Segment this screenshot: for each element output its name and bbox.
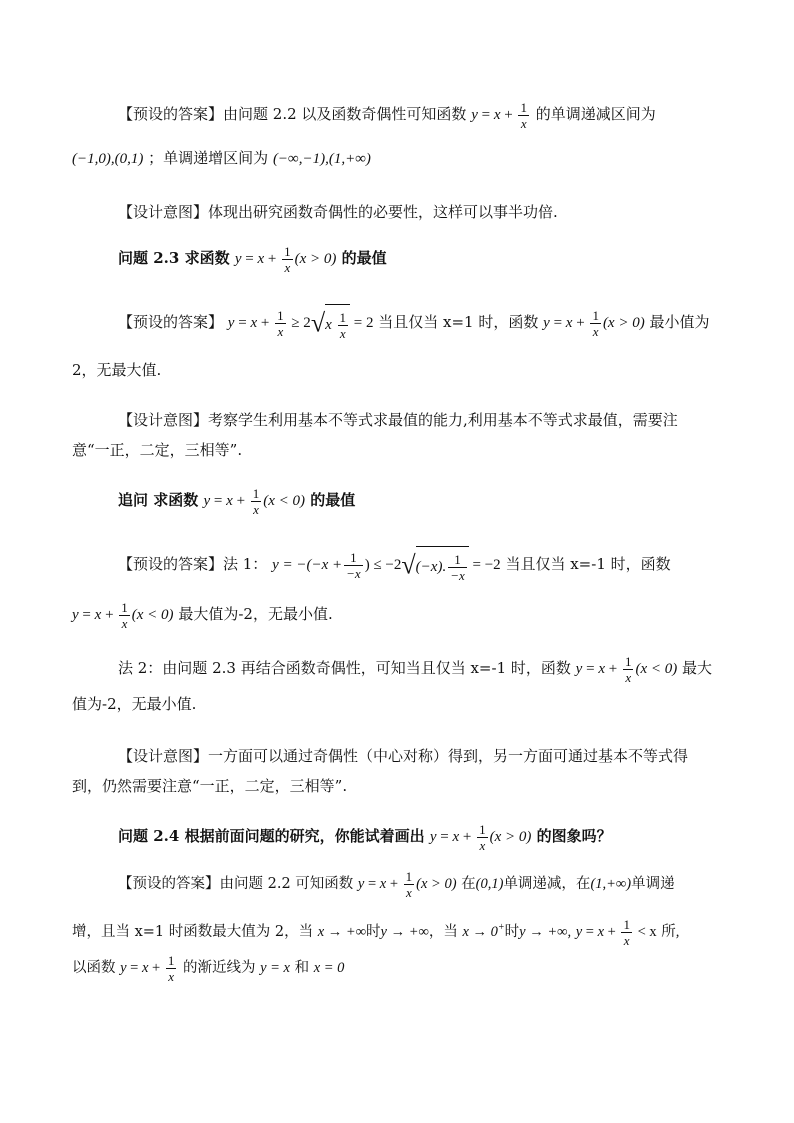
question-label: 追问 — [118, 491, 149, 509]
paragraph-preset-answer-4-line3: 以函数 y = x + $\frac{1}{x}$ 的渐近线为 y = x 和 x = 0 — [72, 953, 345, 985]
paragraph-design-intent-3: 【设计意图】一方面可以通过奇偶性（中心对称）得到，另一方面可通过基本不等式得 — [118, 747, 689, 765]
paragraph-preset-answer-4: 【预设的答案】由问题 2.2 可知函数 y = x + $\frac{1}{x}$ (x > 0) 在(0,1)单调递减，在(1,+∞)单调递 — [118, 869, 675, 901]
paragraph-preset-answer-1-line2 — [72, 140, 722, 177]
paragraph-preset-answer-3-line2: y = x + $\frac{1}{x}$ (x < 0) 最大值为-2，无最小值. — [72, 600, 333, 632]
interval-decreasing: (−1,0),(0,1) — [72, 151, 144, 167]
paragraph-design-intent-3-line2: 到，仍然需要注意“一正，二定，三相等”. — [72, 777, 348, 795]
paragraph-preset-answer-2: 【预设的答案】 y = x + $\frac{1}{x}$ ≥ 2√x $\frac{1}{x}$ = 2 当且仅当 x=1 时，函数 y = x + $\frac{1}{x}$ (x > 0) 最小值为 — [72, 304, 768, 343]
formula-y-x-plus-1-over-x-pos: y = x + $\frac{1}{x}$ (x > 0) — [429, 822, 532, 854]
paragraph-method-2: 法 2：由问题 2.3 再结合函数奇偶性，可知当且仅当 x=-1 时，函数 y = x + $\frac{1}{x}$ (x < 0) 最大 — [118, 654, 713, 686]
question-label: 问题 2.4 — [118, 827, 180, 845]
question-2-4: 问题 2.4 根据前面问题的研究，你能试着画出 y = x + $\frac{1}{x}$ (x > 0) 的图象吗？ — [118, 822, 612, 854]
formula-y-x-plus-1-over-x-neg: y = x + $\frac{1}{x}$ (x < 0) — [203, 486, 306, 518]
formula-y-x-plus-1-over-x: y = x + $\frac{1}{x}$ — [471, 100, 527, 132]
paragraph-preset-answer-4-line2: 增，且当 x=1 时函数最大值为 2，当 x → +∞时y → +∞，当 x → 0+时y → +∞, y = x + $\frac{1}{x}$ < x 所, — [72, 917, 680, 948]
formula-y-x-plus-1-over-x-pos: y = x + $\frac{1}{x}$ (x > 0) — [357, 869, 457, 901]
formula-am-gm: y = x + $\frac{1}{x}$ ≥ 2√x $\frac{1}{x}$ = 2 — [228, 315, 374, 331]
formula-y-x-plus-1-over-x-neg: y = x + $\frac{1}{x}$ (x < 0) — [575, 654, 678, 686]
paragraph-preset-answer-1 — [72, 96, 768, 133]
formula-am-gm-negative: y = −(−x + $\frac{1}{-x}$ ) ≤ −2√(−x). $\frac{1}{-x}$ = −2 — [272, 557, 501, 573]
paragraph-preset-answer-2-line2: 2，无最大值. — [72, 361, 162, 379]
formula-y-x-plus-1-over-x-pos: y = x + $\frac{1}{x}$ (x > 0) — [234, 244, 337, 276]
formula-y-x-plus-1-over-x: y = x + $\frac{1}{x}$ — [120, 953, 175, 985]
question-2-3: 问题 2.3 求函数 y = x + $\frac{1}{x}$ (x > 0) 的最值 — [118, 244, 387, 276]
formula-y-lt-x: y = x + $\frac{1}{x}$ < x — [575, 917, 657, 948]
question-label: 问题 2.3 — [118, 249, 180, 267]
asymptote-x-eq-0: x = 0 — [313, 960, 345, 976]
paragraph-design-intent-2: 【设计意图】考察学生利用基本不等式求最值的能力,利用基本不等式求最值，需要注 — [118, 411, 678, 429]
text: 的单调递减区间为 — [535, 105, 656, 123]
paragraph-design-intent-1: 【设计意图】体现出研究函数奇偶性的必要性，这样可以事半功倍. — [118, 203, 558, 221]
paragraph-design-intent-2-line2: 意“一正，二定，三相等”. — [72, 441, 243, 459]
paragraph-method-2-line2: 值为-2，无最小值. — [72, 695, 197, 713]
text: 【预设的答案】由问题 2.2 以及函数奇偶性可知函数 — [118, 105, 467, 123]
question-follow-up: 追问 求函数 y = x + $\frac{1}{x}$ (x < 0) 的最值 — [118, 486, 356, 518]
interval-increasing: (−∞,−1),(1,+∞) — [272, 151, 371, 167]
paragraph-preset-answer-3: 【预设的答案】法 1： y = −(−x + $\frac{1}{-x}$ ) ≤ −2√(−x). $\frac{1}{-x}$ = −2 当且仅当 x=-1 时，函数 — [72, 546, 768, 585]
asymptote-y-eq-x: y = x — [260, 960, 290, 976]
formula-y-x-plus-1-over-x-neg: y = x + $\frac{1}{x}$ (x < 0) — [72, 600, 174, 632]
formula-y-x-plus-1-over-x-pos: y = x + $\frac{1}{x}$ (x > 0) — [543, 308, 645, 340]
text: ；单调递增区间为 — [148, 149, 269, 167]
